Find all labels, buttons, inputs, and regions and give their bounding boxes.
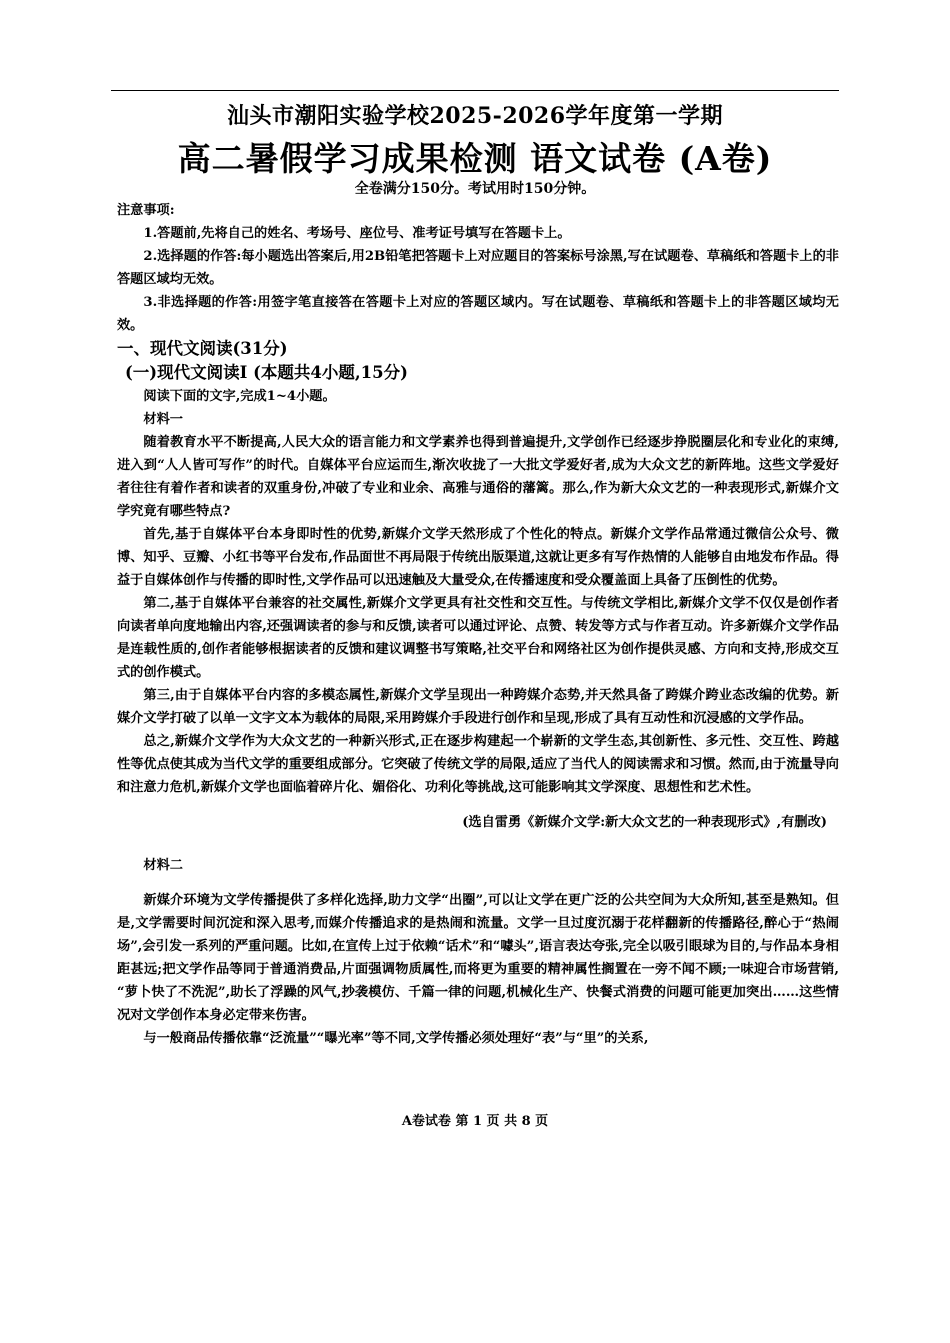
material-paragraph: 总之,新媒介文学作为大众文艺的一种新兴形式,正在逐步构建起一个崭新的文学生态,其创新性、多元性、交互性、跨越性等优点使其成为当代文学的重要组成部分。它突破了传统文学的局限,适应了当代人的阅读需求和习惯。然而,由于流量导向和注意力危机,新媒介文学也面临着碎片化、媚俗化、功利化等挑战,这可能影响其文学深度、思想性和艺术性。 [117,734,839,795]
section-title: 一、现代文阅读(31分) [117,339,288,358]
page-footer: A卷试卷 第 1 页 共 8 页 [401,1114,549,1129]
note-item: 1.答题前,先将自己的姓名、考场号、座位号、准考证号填写在答题卡上。 [143,226,571,241]
section-subtitle: (一)现代文阅读Ⅰ (本题共4小题,15分) [125,363,408,382]
material-paragraph: 与一般商品传播依靠“泛流量”“曝光率”等不同,文学传播必须处理好“表”与“里”的关系, [143,1031,649,1046]
material-paragraph: 新媒介环境为文学传播提供了多样化选择,助力文学“出圈”,可以让文学在更广泛的公共空间为大众所知,甚至是熟知。但是,文学需要时间沉淀和深入思考,而媒介传播追求的是热闹和流量。文学一旦过度沉溺于花样翻新的传播路径,醉心于“热闹场”,会引发一系列的严重问题。比如,在宣传上过于依赖“话术”和“噱头”,语言表达夸张,完全以吸引眼球为目的,与作品本身相距甚远;把文学作品等同于普通消费品,片面强调物质属性,而将更为重要的精神属性搁置在一旁不闻不顾;一味迎合市场营销, “萝卜快了不洗泥”,助长了浮躁的风气,抄袭模仿、千篇一律的问题,机械化生产、快餐式消费的问题可能更加突出……这些情况对文学创作本身必定带来伤害。 [117,893,839,1023]
notes-heading: 注意事项: [117,203,175,218]
material-paragraph: 第三,由于自媒体平台内容的多模态属性,新媒介文学呈现出一种跨媒介态势,并天然具备了跨媒介跨业态改编的优势。新媒介文学打破了以单一文字文本为载体的局限,采用跨媒介手段进行创作和呈现,形成了具有互动性和沉浸感的文学作品。 [117,688,839,726]
school-header: 汕头市潮阳实验学校2025-2026学年度第一学期 [226,103,724,129]
exam-content [117,199,839,1050]
material-label: 材料二 [143,858,183,873]
material-paragraph: 随着教育水平不断提高,人民大众的语言能力和文学素养也得到普遍提升,文学创作已经逐步挣脱圈层化和专业化的束缚,进入到“人人皆可写作”的时代。自媒体平台应运而生,渐次收拢了一大批文学爱好者,成为大众文艺的新阵地。这些文学爱好者往往有着作者和读者的双重身份,冲破了专业和业余、高雅与通俗的藩篱。那么,作为新大众文艺的一种表现形式,新媒介文学究竟有哪些特点? [117,435,839,519]
exam-title: 高二暑假学习成果检测 语文试卷 (A卷) [177,139,773,178]
reading-instruction: 阅读下面的文字,完成1~4小题。 [143,389,336,404]
note-item: 2.选择题的作答:每小题选出答案后,用2B铅笔把答题卡上对应题目的答案标号涂黑,写在试题卷、草稿纸和答题卡上的非答题区域均无效。 [117,249,839,287]
exam-subtitle: 全卷满分150分。考试用时150分钟。 [354,181,596,197]
top-rule [111,90,839,91]
material-paragraph: 首先,基于自媒体平台本身即时性的优势,新媒介文学天然形成了个性化的特点。新媒介文学作品常通过微信公众号、微博、知乎、豆瓣、小红书等平台发布,作品面世不再局限于传统出版渠道,这就让更多有写作热情的人能够自由地发布作品。得益于自媒体创作与传播的即时性,文学作品可以迅速触及大量受众,在传播速度和受众覆盖面上具备了压倒性的优势。 [117,527,839,588]
material-source: (选自雷勇《新媒介文学:新大众文艺的一种表现形式》,有删改) [462,815,827,830]
note-item: 3.非选择题的作答:用签字笔直接答在答题卡上对应的答题区域内。写在试题卷、草稿纸和答题卡上的非答题区域均无效。 [117,295,839,333]
material-paragraph: 第二,基于自媒体平台兼容的社交属性,新媒介文学更具有社交性和交互性。与传统文学相比,新媒介文学不仅仅是创作者向读者单向度地输出内容,还强调读者的参与和反馈,读者可以通过评论、点赞、转发等方式与作者互动。许多新媒介文学作品是连载性质的,创作者能够根据读者的反馈和建议调整书写策略,社交平台和网络社区为创作提供灵感、方向和支持,形成交互式的创作模式。 [117,596,839,680]
material-label: 材料一 [143,412,183,427]
